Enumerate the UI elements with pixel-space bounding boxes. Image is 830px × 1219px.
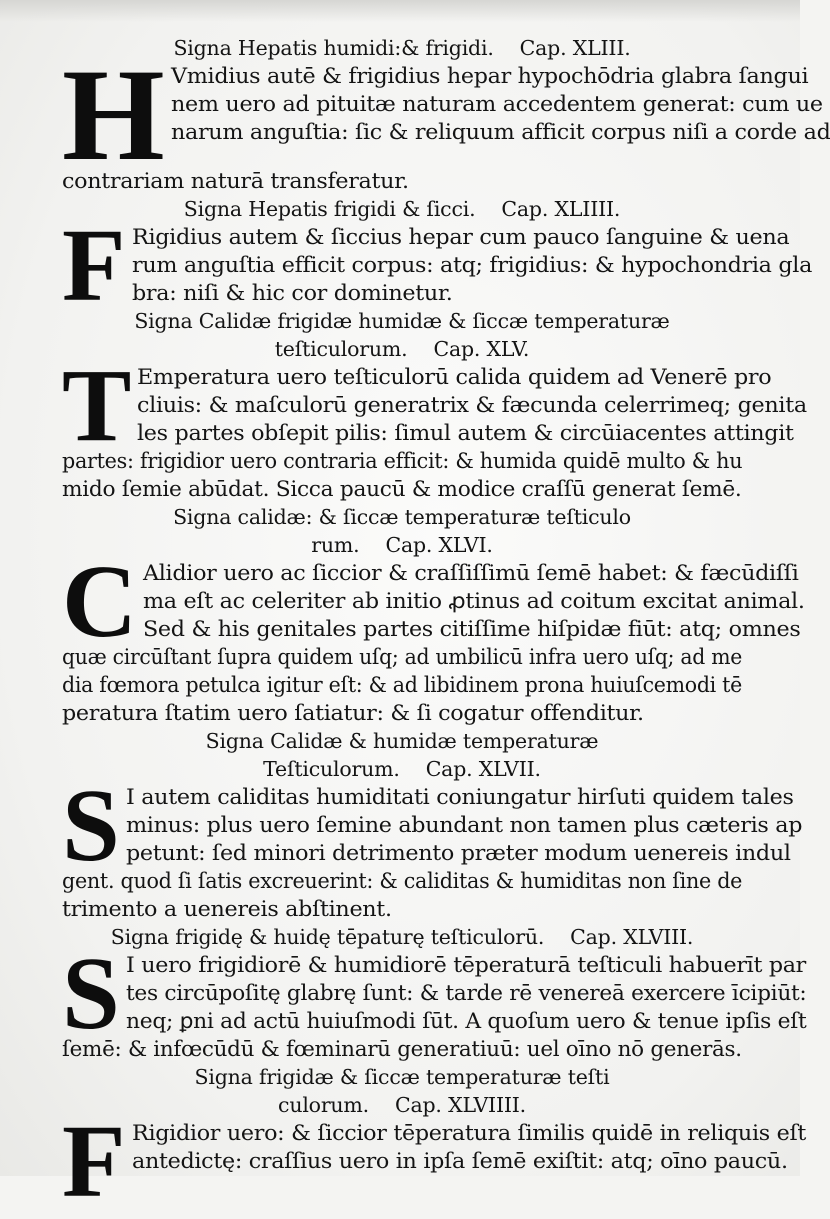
drop-cap-initial: C — [62, 543, 138, 659]
text-line: trimento a uenereis abſtinent. — [62, 896, 392, 921]
chapter-heading — [62, 335, 742, 363]
text-line: ſemē: & infœcūdū & fœminarū generatiuū: uel oīno nō generās. — [62, 1036, 742, 1061]
heading-title: Signa Hepatis frigidi & ſicci. — [183, 196, 476, 221]
text-line: I autem caliditas humiditati coniungatur hirſuti quidem tales — [125, 784, 794, 809]
text-line: Rigidius autem & ſiccius hepar cum pauco ſanguine & uena — [131, 224, 789, 249]
chapter-number: Cap. XLVIII. — [570, 924, 694, 949]
text-line: nem uero ad pituitæ naturam accedentem generat: cum ue — [170, 92, 823, 116]
heading-title: Signa frigidę & huidę tēpaturę teſticulorū. — [110, 924, 545, 949]
chapter-heading — [62, 1091, 742, 1119]
chapter-heading — [62, 727, 742, 755]
drop-cap-initial: S — [62, 767, 120, 883]
text-line: cliuis: & maſculorū generatrix & fæcunda celerrimeq; genita — [137, 392, 808, 417]
chapter-number: Cap. XLIII. — [519, 36, 631, 60]
text-line: ma eſt ac celeriter ab initio ꝓtinus ad coitum excitat animal. — [143, 588, 805, 613]
chapter-number: Cap. XLVIIII. — [395, 1092, 526, 1117]
text-line: peratura ſtatim uero ſatiatur: & ſi cogatur offenditur. — [62, 700, 644, 725]
text-line: tes circūpoſitę glabrę ſunt: & tarde rē venereā exercere īcipiūt: — [125, 980, 807, 1005]
text-line: Rigidior uero: & ſiccior tēperatura ſimilis quidē in reliquis eſt — [131, 1120, 806, 1145]
chapter-heading — [62, 307, 742, 335]
text-line: bra: niſi & hic cor dominetur. — [131, 280, 453, 305]
text-line: neq; ꝑni ad actū huiuſmodi ſūt. A quoſum uero & tenue ipſis eſt — [125, 1008, 807, 1033]
text-line: Alidior uero ac ſiccior & craſſiſſimū ſemē habet: & fæcūdiſſi — [143, 560, 799, 585]
page-edge-shadow — [0, 0, 800, 22]
chapter-number: Cap. XLV. — [433, 336, 530, 361]
chapter-heading — [62, 923, 742, 951]
drop-cap-initial: T — [62, 347, 132, 463]
heading-title-continued: teſticulorum. — [274, 336, 408, 361]
text-line: quæ circūſtant ſupra quidem uſq; ad umbilicū infra uero uſq; ad me — [62, 644, 743, 669]
text-block — [62, 34, 830, 1219]
text-line: gent. quod ſi ſatis excreuerint: & caliditas & humiditas non ſine de — [62, 868, 743, 893]
heading-title: Signa calidæ: & ſiccæ temperaturæ teſticulo — [173, 504, 631, 529]
text-line: antedictę: craſſius uero in ipſa ſemē exiſtit: atq; oīno paucū. — [131, 1148, 788, 1173]
text-line: minus: plus uero ſemine abundant non tamen plus cæteris ap — [125, 812, 802, 837]
chapter-heading — [62, 503, 742, 531]
heading-title-continued: Teſticulorum. — [263, 756, 400, 781]
heading-title-continued: culorum. — [278, 1092, 369, 1117]
text-line: petunt: ſed minori detrimento præter modum uenereis indul — [125, 840, 791, 865]
drop-cap-initial: F — [62, 1103, 126, 1219]
text-line: narum anguſtia: ſic & reliquum afficit corpus niſi a corde ad — [170, 120, 830, 144]
chapter-heading — [62, 195, 742, 223]
heading-title: Signa Calidæ frigidæ humidæ & ſiccæ temperaturæ — [134, 308, 670, 333]
heading-title: Signa frigidæ & ſiccæ temperaturæ teſti — [194, 1064, 610, 1089]
text-line: Vmidius autē & frigidius hepar hypochōdria glabra ſangui — [170, 64, 808, 88]
chapter-number: Cap. XLIIII. — [501, 196, 621, 221]
heading-title: Signa Calidæ & humidæ temperaturæ — [205, 728, 599, 753]
drop-cap-initial: F — [62, 207, 126, 323]
chapter-number: Cap. XLVII. — [425, 756, 541, 781]
text-line: partes: frigidior uero contraria efficit: & humida quidē multo & hu — [62, 448, 743, 473]
chapter-heading — [62, 755, 742, 783]
text-line: contrariam naturā transferatur. — [62, 168, 409, 193]
text-line: mido ſemie abūdat. Sicca paucū & modice craſſū generat ſemē. — [62, 476, 742, 501]
drop-cap-initial: H — [62, 41, 165, 188]
heading-title-continued: rum. — [311, 532, 360, 557]
chapter-number: Cap. XLVI. — [385, 532, 493, 557]
drop-cap-initial: S — [62, 935, 120, 1051]
text-line: dia fœmora petulca igitur eſt: & ad libidinem prona huiuſcemodi tē — [62, 672, 742, 697]
text-line: I uero frigidiorē & humidiorē tēperaturā teſticuli habuerīt par — [125, 952, 806, 977]
text-line: Emperatura uero teſticulorū calida quidem ad Venerē pro — [137, 364, 772, 389]
chapter-heading — [62, 1063, 742, 1091]
text-line: Sed & his genitales partes citiſſime hiſpidæ fiūt: atq; omnes — [143, 616, 801, 641]
chapter-heading — [62, 531, 742, 559]
heading-title: Signa Hepatis humidi:& frigidi. — [173, 36, 494, 60]
text-line: les partes obſepit pilis: ſimul autem & circūiacentes attingit — [137, 420, 795, 445]
text-line: rum anguſtia efficit corpus: atq; frigidius: & hypochondria gla — [131, 252, 812, 277]
